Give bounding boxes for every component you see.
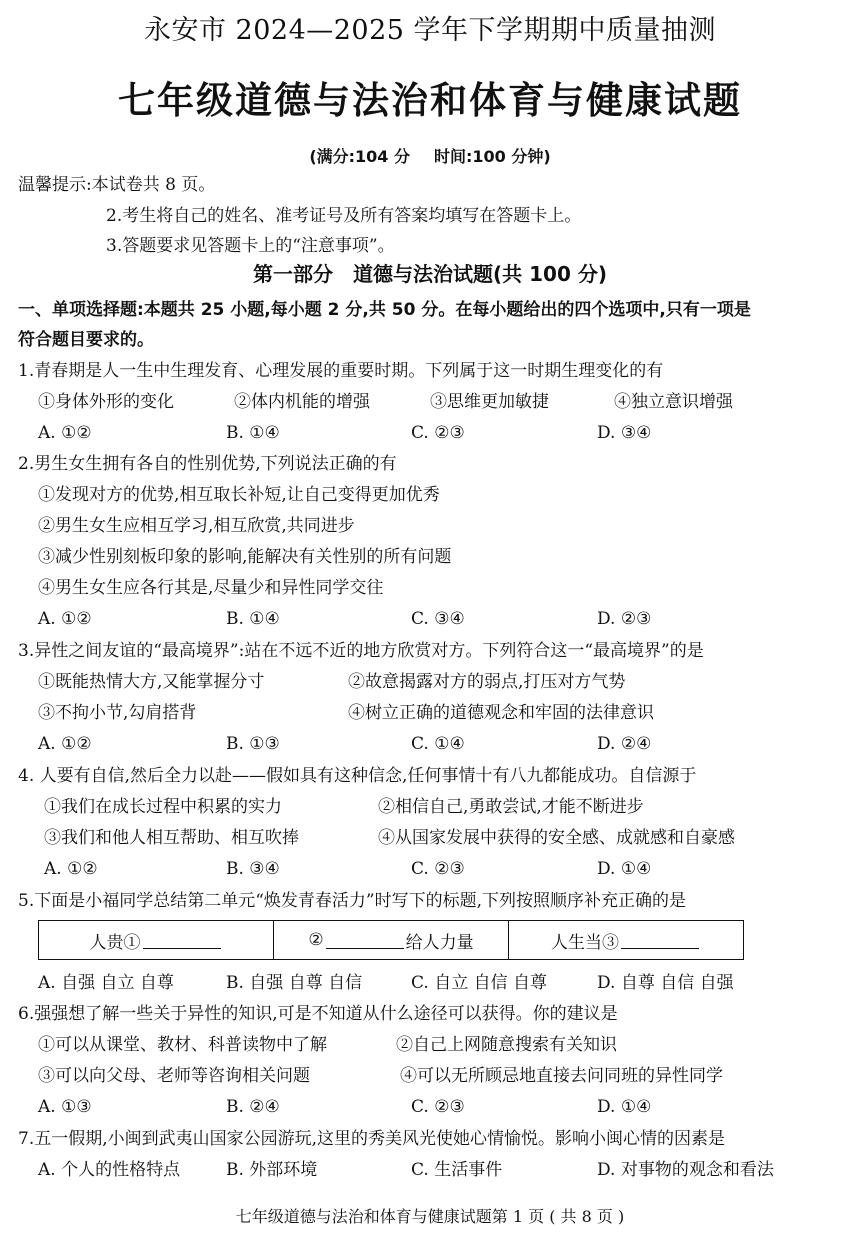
q5-cell-3 xyxy=(509,921,743,959)
q4-stem: 4. 人要有自信,然后全力以赴——假如具有这种信念,任何事情十有八九都能成功。自信源于 xyxy=(18,766,697,786)
q3-option-c: C. ①④ xyxy=(411,734,465,754)
q3-stem: 3.异性之间友谊的“最高境界”:站在不远不近的地方欣赏对方。下列符合这一“最高境界”的是 xyxy=(18,641,704,661)
full-score: (满分:104 分 xyxy=(309,147,410,166)
q6-option-c: C. ②③ xyxy=(411,1097,465,1117)
q1-item-4: ④独立意识增强 xyxy=(614,392,733,412)
q1-item-1: ①身体外形的变化 xyxy=(38,392,174,412)
q5-cell-2-text: ② xyxy=(308,930,324,950)
note-3: 3.答题要求见答题卡上的“注意事项”。 xyxy=(106,236,395,256)
q6-item-1: ①可以从课堂、教材、科普读物中了解 xyxy=(38,1035,327,1055)
q5-cell-3-text: 人生当③ xyxy=(551,932,619,953)
page-footer: 七年级道德与法治和体育与健康试题第 1 页 ( 共 8 页 ) xyxy=(235,1207,625,1226)
q1-stem: 1.青春期是人一生中生理发育、心理发展的重要时期。下列属于这一时期生理变化的有 xyxy=(18,361,664,381)
exam-title: 七年级道德与法治和体育与健康试题 xyxy=(118,79,742,122)
q5-option-b: B. 自强 自尊 自信 xyxy=(226,973,363,993)
q5-blank-2 xyxy=(326,932,404,949)
q7-option-c: C. 生活事件 xyxy=(411,1160,503,1180)
q5-cell-1 xyxy=(39,921,274,959)
q2-item-1: ①发现对方的优势,相互取长补短,让自己变得更加优秀 xyxy=(38,485,440,505)
q3-item-4: ④树立正确的道德观念和牢固的法律意识 xyxy=(348,703,654,723)
q1-option-d: D. ③④ xyxy=(597,423,652,443)
section-instructions-2: 符合题目要求的。 xyxy=(18,330,154,350)
q7-option-a: A. 个人的性格特点 xyxy=(38,1160,181,1180)
q1-option-b: B. ①④ xyxy=(226,423,280,443)
q3-item-2: ②故意揭露对方的弱点,打压对方气势 xyxy=(348,672,626,692)
q5-blank-3 xyxy=(621,932,699,949)
q7-stem: 7.五一假期,小闽到武夷山国家公园游玩,这里的秀美风光使她心情愉悦。影响小闽心情的因素是 xyxy=(18,1129,726,1149)
q5-cell-2-suffix: 给人力量 xyxy=(405,932,474,953)
q6-stem: 6.强强想了解一些关于异性的知识,可是不知道从什么途径可以获得。你的建议是 xyxy=(18,1004,618,1024)
q5-option-d: D. 自尊 自信 自强 xyxy=(597,973,734,993)
q6-option-d: D. ①④ xyxy=(597,1097,652,1117)
q4-option-c: C. ②③ xyxy=(411,859,465,879)
q3-option-b: B. ①③ xyxy=(226,734,280,754)
q5-option-c: C. 自立 自信 自尊 xyxy=(411,973,548,993)
q4-option-d: D. ①④ xyxy=(597,859,652,879)
part-title: 第一部分 道德与法治试题(共 100 分) xyxy=(253,262,607,286)
q6-item-4: ④可以无所顾忌地直接去问同班的异性同学 xyxy=(400,1066,723,1086)
q4-option-b: B. ③④ xyxy=(226,859,280,879)
q6-item-2: ②自己上网随意搜索有关知识 xyxy=(396,1035,617,1055)
q4-item-3: ③我们和他人相互帮助、相互吹捧 xyxy=(44,828,299,848)
q5-option-a: A. 自强 自立 自尊 xyxy=(38,973,174,993)
q1-option-c: C. ②③ xyxy=(411,423,465,443)
exam-time: 时间:100 分钟) xyxy=(434,147,551,166)
q2-option-c: C. ③④ xyxy=(411,609,465,629)
q2-option-d: D. ②③ xyxy=(597,609,652,629)
q1-item-2: ②体内机能的增强 xyxy=(234,392,370,412)
q4-item-2: ②相信自己,勇敢尝试,才能不断进步 xyxy=(378,797,644,817)
q1-option-a: A. ①② xyxy=(38,423,92,443)
q3-item-3: ③不拘小节,勾肩搭背 xyxy=(38,703,197,723)
q4-item-4: ④从国家发展中获得的安全感、成就感和自豪感 xyxy=(378,828,735,848)
q5-cell-1-text: 人贵① xyxy=(89,932,141,953)
q5-blank-1 xyxy=(143,932,221,949)
q2-item-2: ②男生女生应相互学习,相互欣赏,共同进步 xyxy=(38,516,355,536)
exam-name: 永安市 2024—2025 学年下学期期中质量抽测 xyxy=(143,15,717,46)
q3-option-a: A. ①② xyxy=(38,734,92,754)
q2-stem: 2.男生女生拥有各自的性别优势,下列说法正确的有 xyxy=(18,454,397,474)
q4-option-a: A. ①② xyxy=(44,859,98,879)
exam-meta xyxy=(0,146,860,168)
note-1: 温馨提示:本试卷共 8 页。 xyxy=(18,175,216,195)
q5-cell-2 xyxy=(274,921,509,959)
q2-option-a: A. ①② xyxy=(38,609,92,629)
q5-stem: 5.下面是小福同学总结第二单元“焕发青春活力”时写下的标题,下列按照顺序补充正确的是 xyxy=(18,891,687,911)
q6-item-3: ③可以向父母、老师等咨询相关问题 xyxy=(38,1066,310,1086)
q3-option-d: D. ②④ xyxy=(597,734,652,754)
section-instructions-1: 一、单项选择题:本题共 25 小题,每小题 2 分,共 50 分。在每小题给出的四个选项中,只有一项是 xyxy=(18,300,751,320)
q4-item-1: ①我们在成长过程中积累的实力 xyxy=(44,797,282,817)
q6-option-a: A. ①③ xyxy=(38,1097,92,1117)
q2-item-4: ④男生女生应各行其是,尽量少和异性同学交往 xyxy=(38,578,384,598)
note-2: 2.考生将自己的姓名、准考证号及所有答案均填写在答题卡上。 xyxy=(106,206,582,226)
q7-option-b: B. 外部环境 xyxy=(226,1160,318,1180)
q3-item-1: ①既能热情大方,又能掌握分寸 xyxy=(38,672,265,692)
q6-option-b: B. ②④ xyxy=(226,1097,280,1117)
q1-item-3: ③思维更加敏捷 xyxy=(430,392,549,412)
q2-option-b: B. ①④ xyxy=(226,609,280,629)
q7-option-d: D. 对事物的观念和看法 xyxy=(597,1160,774,1180)
q5-fill-table xyxy=(38,920,744,960)
q2-item-3: ③减少性别刻板印象的影响,能解决有关性别的所有问题 xyxy=(38,547,452,567)
